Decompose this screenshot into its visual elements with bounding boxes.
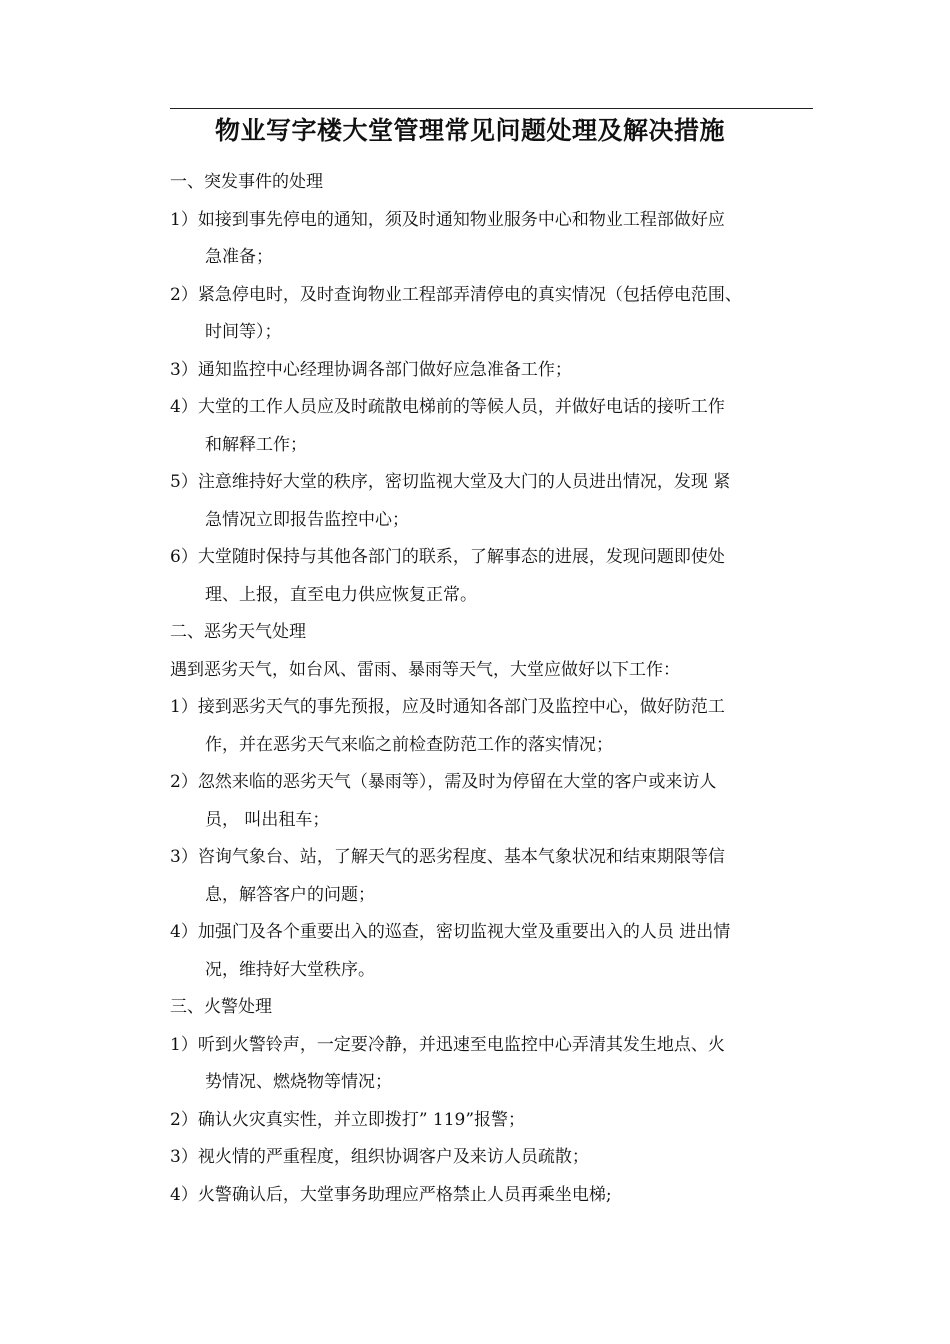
paragraph-line: 3）通知监控中心经理协调各部门做好应急准备工作； bbox=[170, 359, 572, 380]
paragraph-line: 4）火警确认后，大堂事务助理应严格禁止人员再乘坐电梯; bbox=[170, 1184, 612, 1205]
paragraph-line: 三、火警处理 bbox=[170, 997, 272, 1017]
paragraph-continuation-line: 急情况立即报告监控中心； bbox=[205, 509, 409, 530]
paragraph-continuation-line: 急准备； bbox=[205, 247, 273, 267]
paragraph-line: 1）接到恶劣天气的事先预报，应及时通知各部门及监控中心，做好防范工 bbox=[170, 697, 725, 717]
paragraph-line: 1）如接到事先停电的通知，须及时通知物业服务中心和物业工程部做好应 bbox=[170, 209, 725, 230]
paragraph-line: 4）大堂的工作人员应及时疏散电梯前的等候人员，并做好电话的接听工作 bbox=[170, 397, 725, 417]
paragraph-line: 6）大堂随时保持与其他各部门的联系，了解事态的进展，发现问题即使处 bbox=[170, 547, 725, 567]
document-title: 物业写字楼大堂管理常见问题处理及解决措施 bbox=[214, 116, 725, 145]
paragraph-line: 3）咨询气象台、站，了解天气的恶劣程度、基本气象状况和结束期限等信 bbox=[170, 847, 725, 867]
paragraph-continuation-line: 势情况、燃烧物等情况； bbox=[205, 1072, 392, 1092]
paragraph-line: 2）忽然来临的恶劣天气（暴雨等），需及时为停留在大堂的客户或来访人 bbox=[170, 772, 717, 792]
paragraph-line: 一、突发事件的处理 bbox=[170, 172, 323, 192]
paragraph-line: 二、恶劣天气处理 bbox=[170, 622, 306, 642]
paragraph-continuation-line: 时间等）； bbox=[205, 322, 282, 342]
paragraph-line: 5）注意维持好大堂的秩序，密切监视大堂及大门的人员进出情况，发现 紧 bbox=[170, 472, 731, 492]
paragraph-continuation-line: 况，维持好大堂秩序。 bbox=[205, 959, 375, 980]
paragraph-continuation-line: 息，解答客户的问题； bbox=[205, 884, 375, 905]
paragraph-continuation-line: 理、上报，直至电力供应恢复正常。 bbox=[205, 584, 477, 605]
paragraph-line: 1）听到火警铃声，一定要冷静，并迅速至电监控中心弄清其发生地点、火 bbox=[170, 1034, 725, 1055]
paragraph-continuation-line: 员， 叫出租车； bbox=[205, 809, 330, 830]
paragraph-continuation-line: 作，并在恶劣天气来临之前检查防范工作的落实情况； bbox=[205, 734, 613, 755]
paragraph-line: 遇到恶劣天气，如台风、雷雨、暴雨等天气，大堂应做好以下工作： bbox=[170, 659, 680, 680]
paragraph-line: 3）视火情的严重程度，组织协调客户及来访人员疏散； bbox=[170, 1147, 589, 1167]
document-body bbox=[170, 164, 810, 1214]
paragraph-continuation-line: 和解释工作； bbox=[205, 434, 307, 455]
paragraph-line: 2）确认火灾真实性，并立即拨打” 119”报警； bbox=[170, 1109, 526, 1130]
header-rule bbox=[170, 108, 813, 109]
paragraph-line: 2）紧急停电时，及时查询物业工程部弄清停电的真实情况（包括停电范围、 bbox=[170, 284, 742, 305]
paragraph-line: 4）加强门及各个重要出入的巡查，密切监视大堂及重要出入的人员 进出情 bbox=[170, 922, 731, 942]
